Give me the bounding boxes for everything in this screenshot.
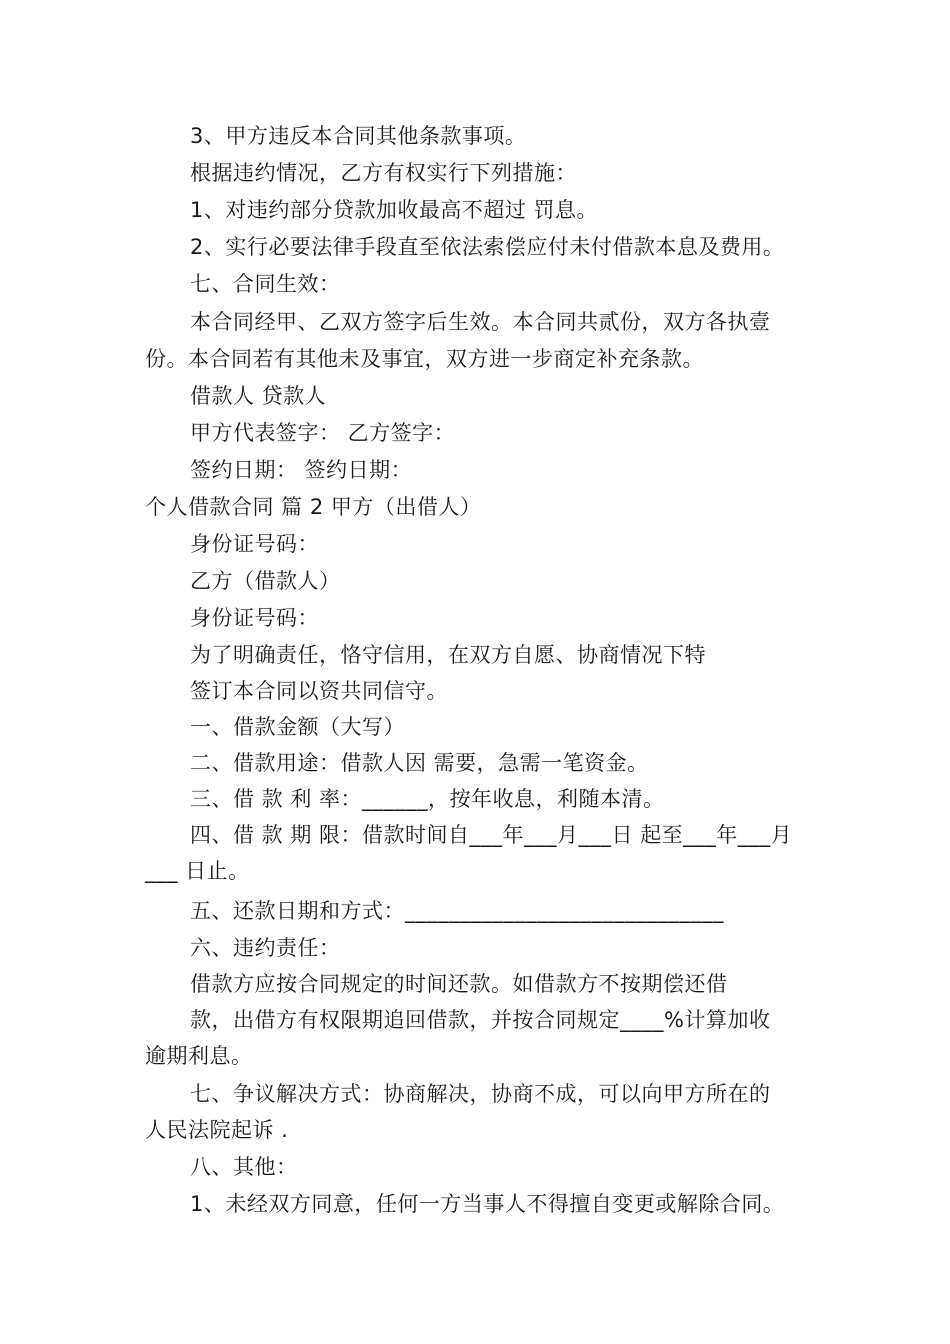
paragraph-line: 1、对违约部分贷款加收最高不超过 罚息。 [190, 198, 599, 222]
document-title: 个人借款合同 篇 2 甲方（出借人） [145, 495, 482, 519]
paragraph-line: 份。本合同若有其他未及事宜，双方进一步商定补充条款。 [145, 347, 704, 371]
paragraph-line: 款，出借方有权限期追回借款，并按合同规定____%计算加收 [190, 1008, 771, 1032]
section-heading: 六、违约责任： [190, 936, 341, 960]
section-heading: 二、借款用途：借款人因 需要，急需一笔资金。 [190, 751, 649, 775]
section-heading: 八、其他： [190, 1155, 298, 1179]
paragraph-line: 1、未经双方同意，任何一方当事人不得擅自变更或解除合同。 [190, 1192, 785, 1216]
section-heading: 一、借款金额（大写） [190, 715, 405, 739]
section-heading: 七、争议解决方式：协商解决，协商不成，可以向甲方所在的 [190, 1082, 771, 1106]
paragraph-line: 根据违约情况，乙方有权实行下列措施： [190, 161, 577, 185]
paragraph-line: 本合同经甲、乙双方签字后生效。本合同共贰份，双方各执壹 [190, 310, 771, 334]
section-heading: 七、合同生效： [190, 272, 341, 296]
paragraph-line: 逾期利息。 [145, 1044, 253, 1068]
section-heading: 四、借 款 期 限：借款时间自___年___月___日 起至___年___月 [190, 823, 793, 847]
section-heading: 三、借 款 利 率：______，按年收息，利随本清。 [190, 787, 665, 811]
paragraph-line: ___ 日止。 [145, 859, 250, 883]
paragraph-line: 身份证号码： [190, 532, 319, 556]
paragraph-line: 借款方应按合同规定的时间还款。如借款方不按期偿还借 [190, 972, 728, 996]
paragraph-line: 3、甲方违反本合同其他条款事项。 [190, 124, 527, 148]
paragraph-line: 乙方（借款人） [190, 569, 341, 593]
signature-date: 签约日期： 签约日期： [190, 458, 413, 482]
paragraph-line: 身份证号码： [190, 606, 319, 630]
section-heading: 五、还款日期和方式：_____________________________ [190, 899, 724, 923]
paragraph-line: 为了明确责任，恪守信用，在双方自愿、协商情况下特 [190, 643, 706, 667]
paragraph-line: 人民法院起诉 . [145, 1118, 289, 1142]
signature-label: 甲方代表签字： 乙方签字： [190, 421, 456, 445]
signature-label: 借款人 贷款人 [190, 384, 327, 408]
paragraph-line: 2、实行必要法律手段直至依法索偿应付未付借款本息及费用。 [190, 235, 785, 259]
paragraph-line: 签订本合同以资共同信守。 [190, 679, 448, 703]
